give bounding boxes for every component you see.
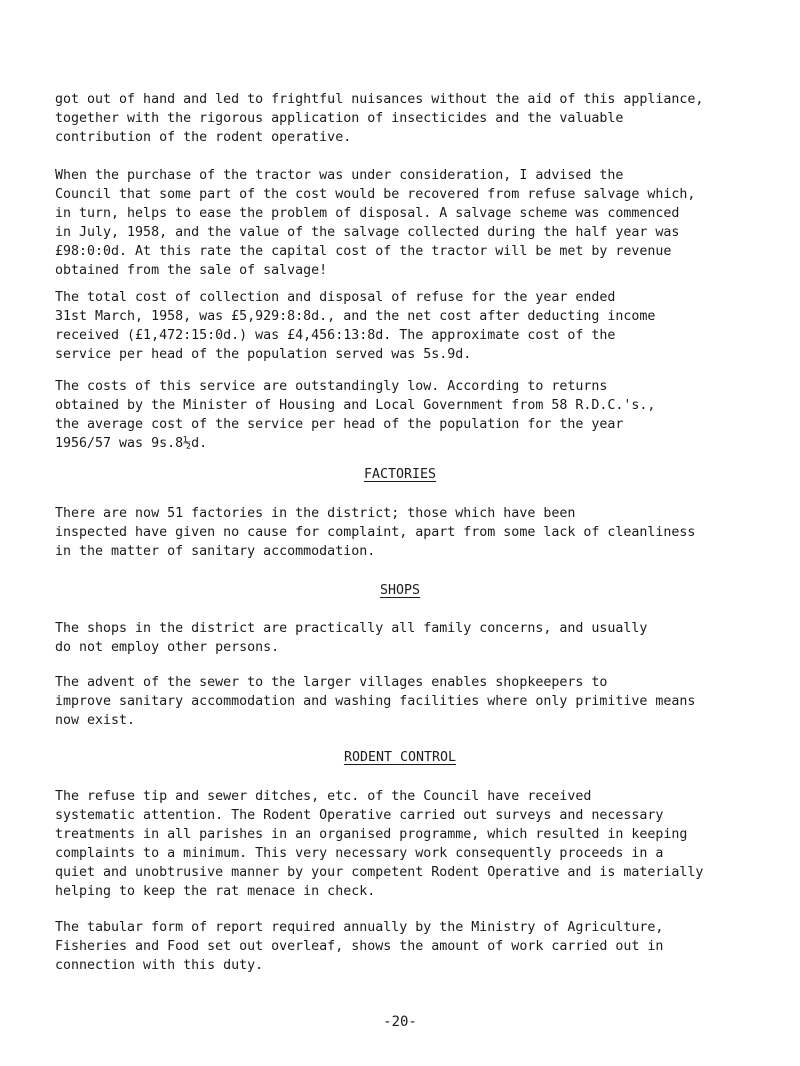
paragraph-shops xyxy=(55,619,775,657)
paragraph-sewer-advent xyxy=(55,673,775,730)
paragraph-tractor-salvage xyxy=(55,166,775,280)
paragraph-cost-comparison xyxy=(55,377,775,453)
heading-factories xyxy=(0,465,800,484)
text-line: The costs of this service are outstandingly low. According to returns xyxy=(55,379,608,394)
text-line: treatments in all parishes in an organised programme, which resulted in keeping xyxy=(55,827,688,842)
text-line: got out of hand and led to frightful nuisances without the aid of this appliance, xyxy=(55,92,704,107)
text-line: improve sanitary accommodation and washing facilities where only primitive means xyxy=(55,694,696,709)
heading-rodent-control-text: RODENT CONTROL xyxy=(343,750,457,765)
text-line: complaints to a minimum. This very necessary work consequently proceeds in a xyxy=(55,846,664,861)
text-line: received (£1,472:15:0d.) was £4,456:13:8d. The approximate cost of the xyxy=(55,328,616,343)
text-line: obtained from the sale of salvage! xyxy=(55,263,328,278)
text-line: Fisheries and Food set out overleaf, shows the amount of work carried out in xyxy=(55,939,664,954)
text-line: When the purchase of the tractor was under consideration, I advised the xyxy=(55,168,624,183)
text-line: do not employ other persons. xyxy=(55,640,280,655)
text-line: Council that some part of the cost would be recovered from refuse salvage which, xyxy=(55,187,696,202)
text-line: 31st March, 1958, was £5,929:8:8d., and the net cost after deducting income xyxy=(55,309,656,324)
text-line: in July, 1958, and the value of the salvage collected during the half year was xyxy=(55,225,680,240)
text-line: The refuse tip and sewer ditches, etc. of the Council have received xyxy=(55,789,592,804)
text-line: quiet and unobtrusive manner by your competent Rodent Operative and is materially xyxy=(55,865,704,880)
text-line: in the matter of sanitary accommodation. xyxy=(55,544,376,559)
text-line: The tabular form of report required annually by the Ministry of Agriculture, xyxy=(55,920,664,935)
text-line: helping to keep the rat menace in check. xyxy=(55,884,376,899)
text-line: together with the rigorous application of insecticides and the valuable xyxy=(55,111,624,126)
text-line: The shops in the district are practically all family concerns, and usually xyxy=(55,621,648,636)
page-number: -20- xyxy=(383,1014,417,1030)
text-line: £98:0:0d. At this rate the capital cost of the tractor will be met by revenue xyxy=(55,244,672,259)
text-line: systematic attention. The Rodent Operative carried out surveys and necessary xyxy=(55,808,664,823)
heading-rodent-control xyxy=(0,748,800,767)
text-line: 1956/57 was 9s.8½d. xyxy=(55,436,208,451)
text-line: inspected have given no cause for complaint, apart from some lack of cleanliness xyxy=(55,525,696,540)
text-line: in turn, helps to ease the problem of disposal. A salvage scheme was commenced xyxy=(55,206,680,221)
heading-shops-text: SHOPS xyxy=(379,583,421,598)
text-line: contribution of the rodent operative. xyxy=(55,130,352,145)
text-line: obtained by the Minister of Housing and Local Government from 58 R.D.C.'s., xyxy=(55,398,656,413)
paragraph-salvage-appliance xyxy=(55,90,775,147)
text-line: the average cost of the service per head of the population for the year xyxy=(55,417,624,432)
paragraph-factories xyxy=(55,504,775,561)
text-line: The advent of the sewer to the larger villages enables shopkeepers to xyxy=(55,675,608,690)
paragraph-rodent-work xyxy=(55,787,775,901)
text-line: connection with this duty. xyxy=(55,958,264,973)
text-line: The total cost of collection and disposal of refuse for the year ended xyxy=(55,290,616,305)
heading-shops xyxy=(0,581,800,600)
text-line: service per head of the population served was 5s.9d. xyxy=(55,347,472,362)
paragraph-refuse-cost xyxy=(55,288,775,364)
text-line: There are now 51 factories in the district; those which have been xyxy=(55,506,576,521)
paragraph-tabular-report xyxy=(55,918,775,975)
heading-factories-text: FACTORIES xyxy=(363,467,437,482)
text-line: now exist. xyxy=(55,713,136,728)
